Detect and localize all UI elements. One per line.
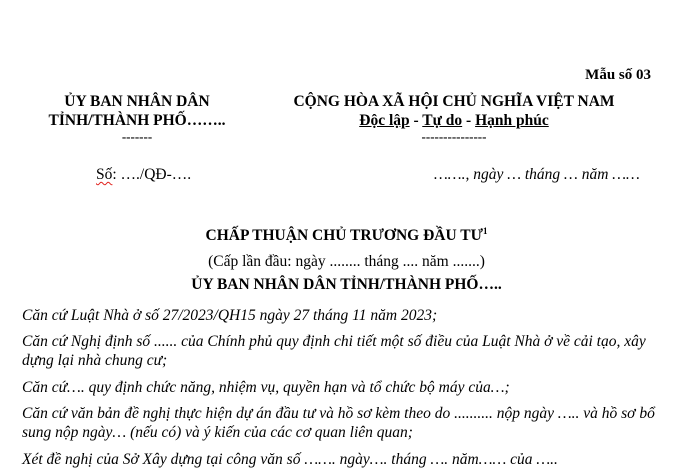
national-separator: ---------------	[421, 129, 487, 144]
legal-basis-decree: Căn cứ Nghị định số ...... của Chính phủ quy định chi tiết một số điều của Luật Nhà ở về cải tạo, xây dựng lại nhà chung cư;	[22, 333, 646, 369]
national-header-block	[268, 92, 640, 144]
document-title-text: CHẤP THUẬN CHỦ TRƯƠNG ĐẦU TƯ	[205, 227, 483, 245]
document-date: ……., ngày … tháng … năm ……	[434, 166, 640, 183]
motto-separator-2: -	[462, 112, 476, 129]
committee-heading: ỦY BAN NHÂN DÂN TỈNH/THÀNH PHỐ…..	[191, 276, 502, 293]
legal-basis-housing-law: Căn cứ Luật Nhà ở số 27/2023/QH15 ngày 27 tháng 11 năm 2023;	[22, 307, 438, 324]
authority-line-1: ỦY BAN NHÂN DÂN	[64, 93, 210, 110]
motto-separator-1: -	[409, 112, 423, 129]
consideration-proposal: Xét đề nghị của Sở Xây dựng tại công văn số ……. ngày…. tháng …. năm…… của …..	[22, 451, 558, 468]
legal-basis-application: Căn cứ văn bản đề nghị thực hiện dự án đầu tư và hồ sơ kèm theo do .......... nộp ngày ….. và hồ sơ bổ sung nộp ngày… (nếu có) và ý kiến của các cơ quan liên quan;	[22, 405, 655, 441]
document-number	[96, 166, 191, 184]
authority-separator: -------	[121, 129, 153, 144]
form-number: Mẫu số 03	[585, 67, 651, 83]
motto-independence: Độc lập	[359, 112, 410, 129]
authority-line-2: TỈNH/THÀNH PHỐ……..	[48, 112, 226, 129]
title-footnote-marker: 1	[482, 226, 488, 236]
document-number-label: Số	[96, 166, 113, 183]
issuance-subtitle: (Cấp lần đầu: ngày ........ tháng .... năm .......)	[208, 253, 485, 270]
motto-freedom: Tự do	[422, 112, 463, 129]
motto-happiness: Hạnh phúc	[475, 112, 549, 129]
document-title	[0, 226, 693, 245]
national-title: CỘNG HÒA XÃ HỘI CHỦ NGHĨA VIỆT NAM	[293, 93, 615, 110]
national-motto	[268, 111, 640, 130]
document-number-value: : …./QĐ-….	[112, 166, 192, 183]
legal-basis-functions: Căn cứ…. quy định chức năng, nhiệm vụ, quyền hạn và tổ chức bộ máy của…;	[22, 379, 510, 396]
issuing-authority-block	[22, 92, 252, 144]
